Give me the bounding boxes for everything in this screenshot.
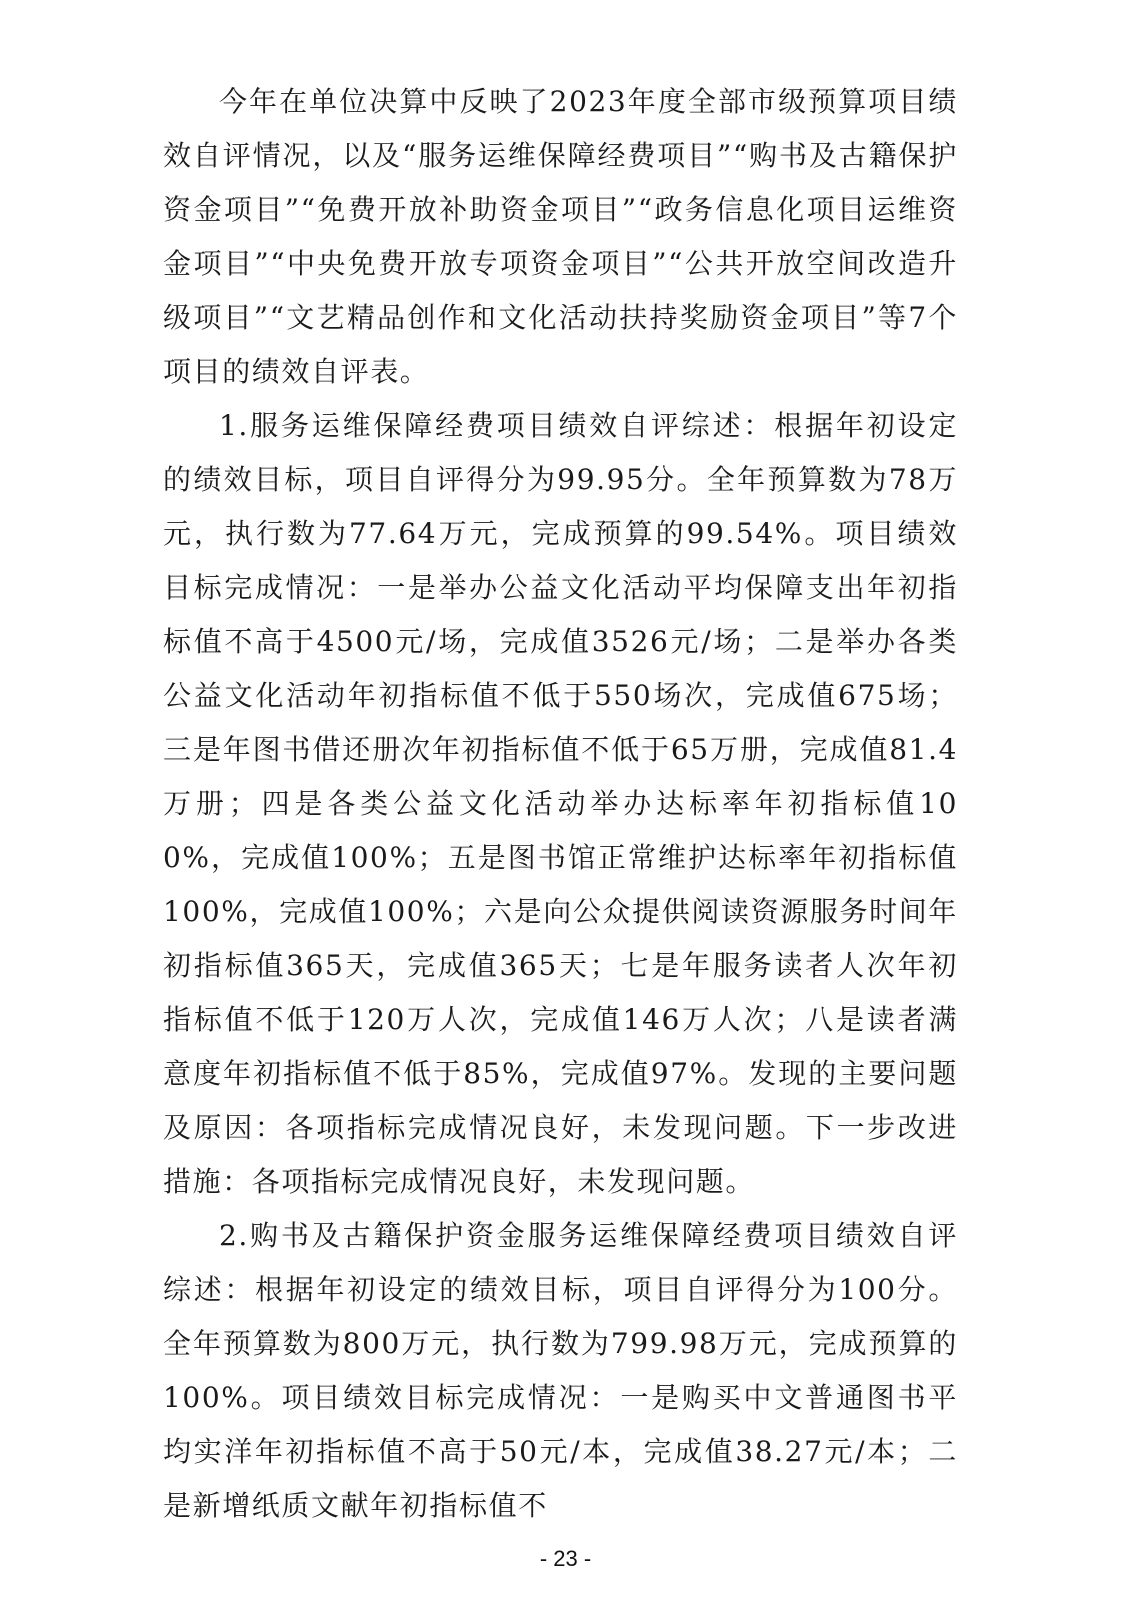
paragraph-item-2: 2.购书及古籍保护资金服务运维保障经费项目绩效自评综述：根据年初设定的绩效目标，项目自评得分为100分。全年预算数为800万元，执行数为799.98万元，完成预算的100%。项目绩效目标完成情况：一是购买中文普通图书平均实洋年初指标值不高于50元/本，完成值38.27元/本；二是新增纸质文献年初指标值不 <box>163 1219 958 1522</box>
body-text <box>163 75 958 1533</box>
paragraph-item-1: 1.服务运维保障经费项目绩效自评综述：根据年初设定的绩效目标，项目自评得分为99.95分。全年预算数为78万元，执行数为77.64万元，完成预算的99.54%。项目绩效目标完成情况：一是举办公益文化活动平均保障支出年初指标值不高于4500元/场，完成值3526元/场；二是举办各类公益文化活动年初指标值不低于550场次，完成值675场；三是年图书借还册次年初指标值不低于65万册，完成值81.4万册；四是各类公益文化活动举办达标率年初指标值100%，完成值100%；五是图书馆正常维护达标率年初指标值100%，完成值100%；六是向公众提供阅读资源服务时间年初指标值365天，完成值365天；七是年服务读者人次年初指标值不低于120万人次，完成值146万人次；八是读者满意度年初指标值不低于85%，完成值97%。发现的主要问题及原因：各项指标完成情况良好，未发现问题。下一步改进措施：各项指标完成情况良好，未发现问题。 <box>163 409 958 1198</box>
paragraph-intro: 今年在单位决算中反映了2023年度全部市级预算项目绩效自评情况，以及“服务运维保障经费项目”“购书及古籍保护资金项目”“免费开放补助资金项目”“政务信息化项目运维资金项目”“中央免费开放专项资金项目”“公共开放空间改造升级项目”“文艺精品创作和文化活动扶持奖励资金项目”等7个项目的绩效自评表。 <box>163 85 958 388</box>
page-number: - 23 - <box>539 1546 592 1571</box>
